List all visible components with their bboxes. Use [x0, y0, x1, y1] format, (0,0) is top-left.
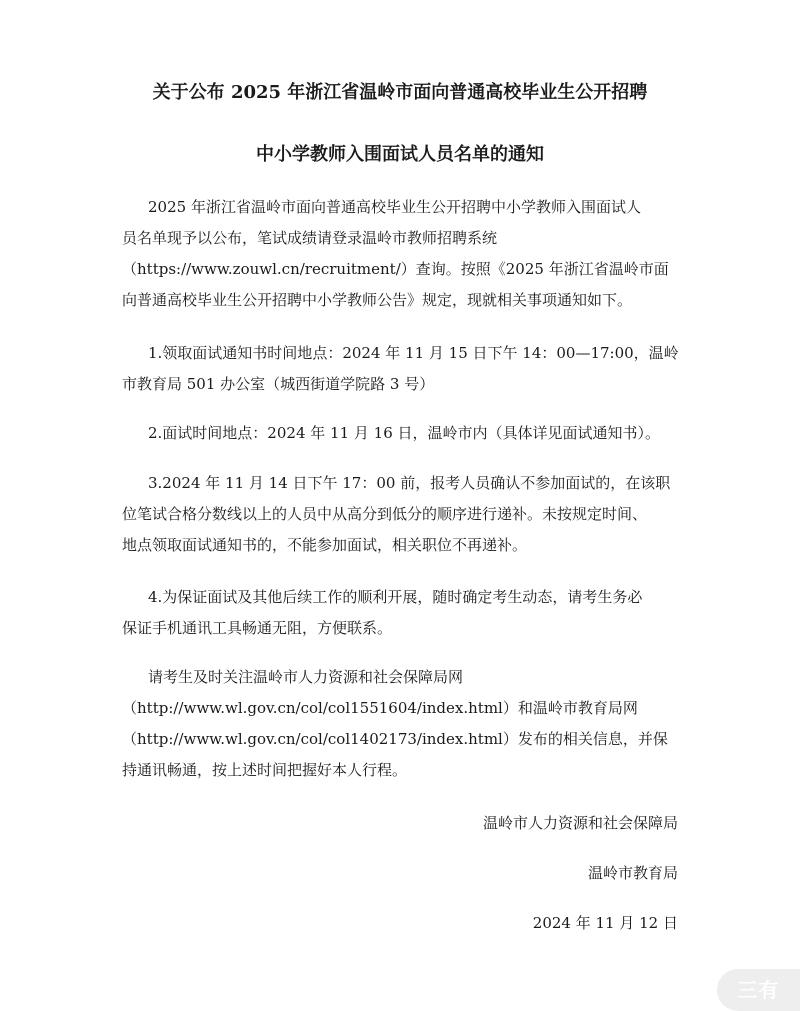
item-4-paragraph — [122, 582, 684, 644]
intro-line: 员名单现予以公布，笔试成绩请登录温岭市教师招聘系统 — [122, 229, 498, 247]
notice-line-education-link: （http://www.wl.gov.cn/col/col1402173/index.html）发布的相关信息，并保 — [122, 730, 668, 748]
item-3-line: 地点领取面试通知书的，不能参加面试，相关职位不再递补。 — [122, 536, 528, 554]
document-title-line-2: 中小学教师入围面试人员名单的通知 — [256, 144, 544, 165]
signature-org-hrss: 温岭市人力资源和社会保障局 — [482, 814, 678, 832]
intro-line: 2025 年浙江省温岭市面向普通高校毕业生公开招聘中小学教师入围面试人 — [148, 198, 641, 216]
intro-line-recruitment-link: （https://www.zouwl.cn/recruitment/）查询。按照《2025 年浙江省温岭市面 — [122, 260, 669, 278]
notice-line-hrss-link: （http://www.wl.gov.cn/col/col1551604/index.html）和温岭市教育局网 — [122, 699, 638, 717]
item-1-paragraph — [122, 338, 684, 400]
signature-org-education: 温岭市教育局 — [587, 864, 678, 882]
item-3-line: 3.2024 年 11 月 14 日下午 17：00 前，报考人员确认不参加面试的，在该职 — [148, 474, 671, 492]
item-3-paragraph — [122, 468, 684, 561]
document-title-line-1: 关于公布 2025 年浙江省温岭市面向普通高校毕业生公开招聘 — [152, 82, 648, 103]
notice-paragraph — [122, 662, 684, 786]
intro-paragraph — [122, 192, 684, 316]
item-4-line: 4.为保证面试及其他后续工作的顺利开展，随时确定考生动态，请考生务必 — [148, 588, 643, 606]
item-1-line: 1.领取面试通知书时间地点：2024 年 11 月 15 日下午 14：00—17:00，温岭 — [148, 344, 679, 362]
item-3-line: 位笔试合格分数线以上的人员中从高分到低分的顺序进行递补。未按规定时间、 — [122, 505, 648, 523]
notice-line: 请考生及时关注温岭市人力资源和社会保障局网 — [148, 668, 464, 686]
signature-date: 2024 年 11 月 12 日 — [532, 914, 678, 932]
item-1-line: 市教育局 501 办公室（城西街道学院路 3 号） — [122, 375, 435, 393]
item-4-line: 保证手机通讯工具畅通无阻，方便联系。 — [122, 619, 393, 637]
notice-line: 持通讯畅通，按上述时间把握好本人行程。 — [122, 761, 408, 779]
item-2-line: 2.面试时间地点：2024 年 11 月 16 日，温岭市内（具体详见面试通知书）。 — [148, 424, 661, 442]
item-2-paragraph — [122, 418, 684, 449]
watermark-logo: 三有 — [717, 969, 800, 1011]
intro-line: 向普通高校毕业生公开招聘中小学教师公告》规定，现就相关事项通知如下。 — [122, 291, 633, 309]
